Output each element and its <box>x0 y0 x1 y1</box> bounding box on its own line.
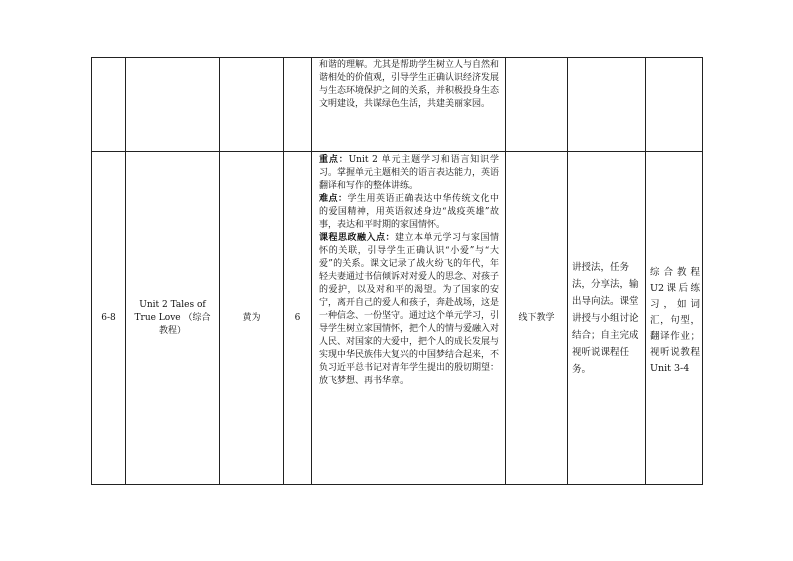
course-schedule-table <box>91 57 703 485</box>
teacher-cell: 黄为 <box>242 313 261 323</box>
difficulty-paragraph <box>319 193 499 232</box>
week-cell: 6-8 <box>101 313 116 323</box>
column-divider <box>311 58 312 484</box>
homework-cell: 综合教程U2课后练习，如词汇，句型，翻译作业；视听说教程 Unit 3-4 <box>650 267 700 374</box>
ideology-label: 课程思政融入点： <box>319 233 395 243</box>
ideology-text: 建立本单元学习与家国情怀的关联，引导学生正确认识“小爱”与“大爱”的关系。课文记录了战火纷飞的年代，年轻夫妻通过书信倾诉对对爱人的思念、对孩子的爱护，以及对和平的渴望。为了国家的安宁，离开自己的爱人和孩子，奔赴战场，这是一种信念、一份坚守。通过这个单元学习，引导学生树立家国情怀，把个人的情与爱融入对人民、对国家的大爱中，把个人的成长发展与实现中华民族伟大复兴的中国梦结合起来，不负习近平总书记对青年学生提出的殷切期望：放飞梦想、再书华章。 <box>319 233 500 386</box>
teaching-methods-cell: 讲授法，任务法，分享法，输出导向法。课堂讲授与小组讨论结合；自主完成视听说课程任务。 <box>572 262 639 375</box>
unit-title: Unit 2 Tales of True Love （综合教程） <box>134 300 211 336</box>
key-points-label: 重点： <box>319 155 349 165</box>
difficulty-text: 学生用英语正确表达中华传统文化中的爱国精神，用英语叙述身边“战疫英雄”故事，表达和平时期的家国情怀。 <box>319 194 499 230</box>
difficulty-label: 难点： <box>319 194 348 204</box>
key-points-text: Unit 2 单元主题学习和语言知识学习。掌握单元主题相关的语言表达能力，英语翻译和写作的整体讲练。 <box>319 155 500 191</box>
unit-cell <box>126 152 219 485</box>
hours-cell: 6 <box>294 313 301 323</box>
top-row-content: 和谐的理解。尤其是帮助学生树立人与自然和谐相处的价值观，引导学生正确认识经济发展与生态环境保护之间的关系，并积极投身生态文明建设，共谋绿色生活，共建美丽家园。 <box>319 60 500 109</box>
key-points-paragraph <box>319 154 499 193</box>
teaching-content-cell <box>319 154 499 388</box>
ideology-paragraph <box>319 232 499 388</box>
column-divider <box>567 58 568 484</box>
teaching-mode-cell: 线下教学 <box>518 313 555 323</box>
column-divider <box>645 58 646 484</box>
